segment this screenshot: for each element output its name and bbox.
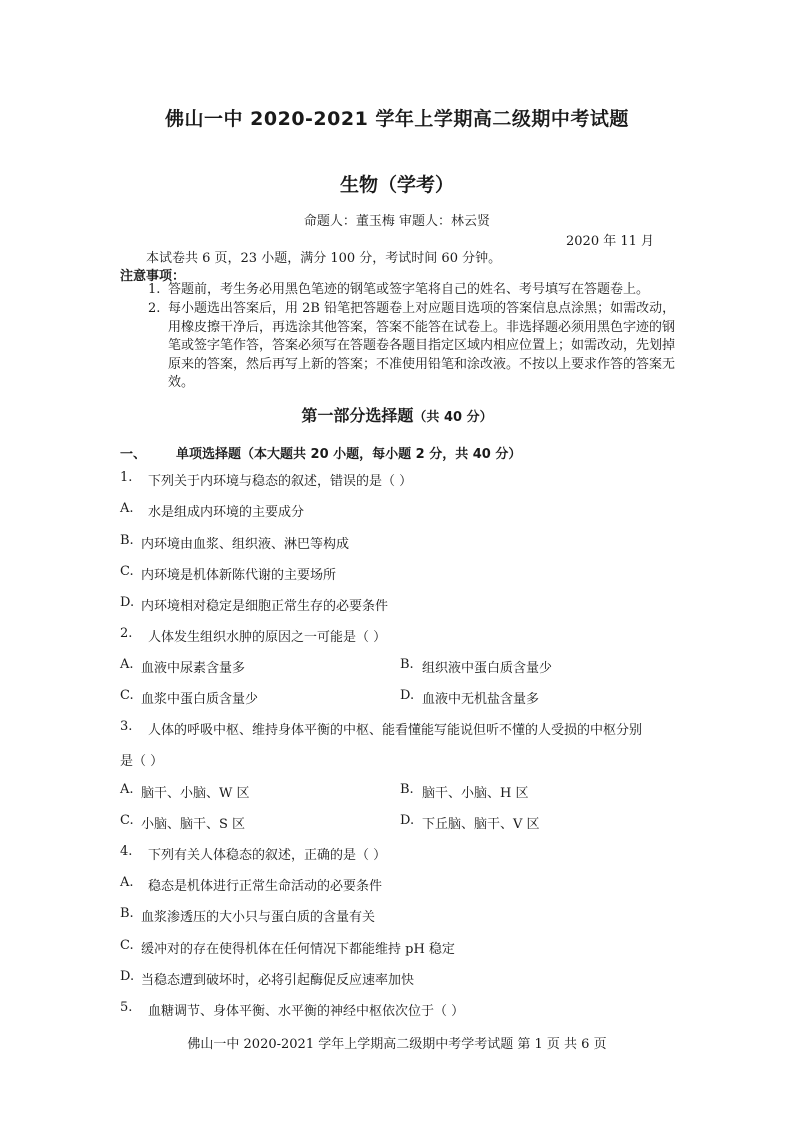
part-title-text: 第一部分选择题	[301, 406, 414, 425]
option-text: 当稳态遭到破坏时，必将引起酶促反应速率加快	[141, 973, 415, 988]
exam-title: 佛山一中 2020-2021 学年上学期高二级期中考试题	[165, 108, 629, 130]
option-text: 内环境相对稳定是细胞正常生存的必要条件	[141, 599, 389, 614]
option-letter: A.	[120, 501, 134, 516]
option-text: 水是组成内环境的主要成分	[148, 505, 305, 520]
page-footer: 佛山一中 2020-2021 学年上学期高二级期中考学考试题 第 1 页 共 6 页	[187, 1037, 607, 1052]
option-letter: C.	[120, 564, 134, 579]
option-letter: C.	[120, 688, 134, 703]
option-letter: A.	[120, 875, 134, 890]
option-letter: C.	[120, 813, 134, 828]
notice-item-text: 答题前，考生务必用黑色笔迹的钢笔或签字笔将自己的姓名、考号填写在答题卷上。	[168, 282, 650, 297]
option-text: 血浆渗透压的大小只与蛋白质的含量有关	[141, 910, 376, 925]
notice-item	[148, 281, 688, 301]
option-text: 脑干、小脑、H 区	[422, 786, 529, 801]
option-letter: D.	[400, 688, 415, 703]
option-text: 下丘脑、脑干、V 区	[422, 817, 540, 832]
question-stem: 人体的呼吸中枢、维持身体平衡的中枢、能看懂能写能说但听不懂的人受损的中枢分别	[148, 723, 643, 738]
option-text: 内环境是机体新陈代谢的主要场所	[141, 568, 337, 583]
option-text: 血液中尿素含量多	[141, 661, 246, 676]
option-text: 血浆中蛋白质含量少	[141, 692, 259, 707]
part-score: （共 40 分）	[413, 410, 493, 425]
option-letter: D.	[120, 595, 135, 610]
option-letter: B.	[400, 782, 414, 797]
option-letter: D.	[120, 969, 135, 984]
question-stem-continued: 是（ ）	[120, 754, 164, 769]
question-stem: 血糖调节、身体平衡、水平衡的神经中枢依次位于（ ）	[148, 1004, 465, 1019]
option-text: 内环境由血浆、组织液、淋巴等构成	[141, 537, 350, 552]
question-number: 2.	[120, 626, 133, 641]
option-text: 血液中无机盐含量多	[422, 692, 540, 707]
option-letter: A.	[120, 782, 134, 797]
section-title: 单项选择题（本大题共 20 小题，每小题 2 分，共 40 分）	[176, 447, 522, 462]
notice-item-text: 每小题选出答案后，用 2B 铅笔把答题卷上对应题目选项的答案信息点涂黑；如需改动，用橡皮擦干净后，再选涂其他答案，答案不能答在试卷上。非选择题必须用黑色字迹的钢笔或签字笔作答，答案必须写在答题卷各题目指定区域内相应位置上；如需改动，先划掉原来的答案，然后再写上新的答案；不准使用铅笔和涂改液。不按以上要求作答的答案无效。	[168, 301, 676, 391]
subject-title: 生物（学考）	[339, 174, 454, 196]
question-stem: 人体发生组织水肿的原因之一可能是（ ）	[148, 630, 387, 645]
question-number: 3.	[120, 719, 133, 734]
option-letter: B.	[400, 657, 414, 672]
question-stem: 下列关于内环境与稳态的叙述，错误的是（ ）	[148, 474, 413, 489]
question-number: 1.	[120, 470, 133, 485]
section-number: 一、	[120, 447, 147, 462]
notice-item-number: 1.	[148, 282, 161, 297]
notice-heading: 注意事项：	[120, 269, 186, 284]
exam-date: 2020 年 11 月	[566, 234, 655, 249]
question-stem: 下列有关人体稳态的叙述，正确的是（ ）	[148, 848, 387, 863]
option-letter: A.	[120, 657, 134, 672]
question-number: 5.	[120, 1000, 133, 1015]
option-letter: D.	[400, 813, 415, 828]
part-title	[0, 403, 794, 426]
notice-item	[148, 300, 688, 395]
option-text: 缓冲对的存在使得机体在任何情况下都能维持 pH 稳定	[141, 942, 455, 957]
option-letter: C.	[120, 938, 134, 953]
question-number: 4.	[120, 844, 133, 859]
option-letter: B.	[120, 906, 134, 921]
authors-line: 命题人：董玉梅 审题人：林云贤	[303, 214, 491, 229]
option-text: 稳态是机体进行正常生命活动的必要条件	[148, 879, 383, 894]
option-text: 组织液中蛋白质含量少	[422, 661, 553, 676]
option-text: 小脑、脑干、S 区	[141, 817, 246, 832]
option-text: 脑干、小脑、W 区	[141, 786, 250, 801]
notice-item-number: 2.	[148, 301, 161, 316]
option-letter: B.	[120, 533, 134, 548]
exam-intro: 本试卷共 6 页，23 小题，满分 100 分，考试时间 60 分钟。	[146, 251, 502, 266]
